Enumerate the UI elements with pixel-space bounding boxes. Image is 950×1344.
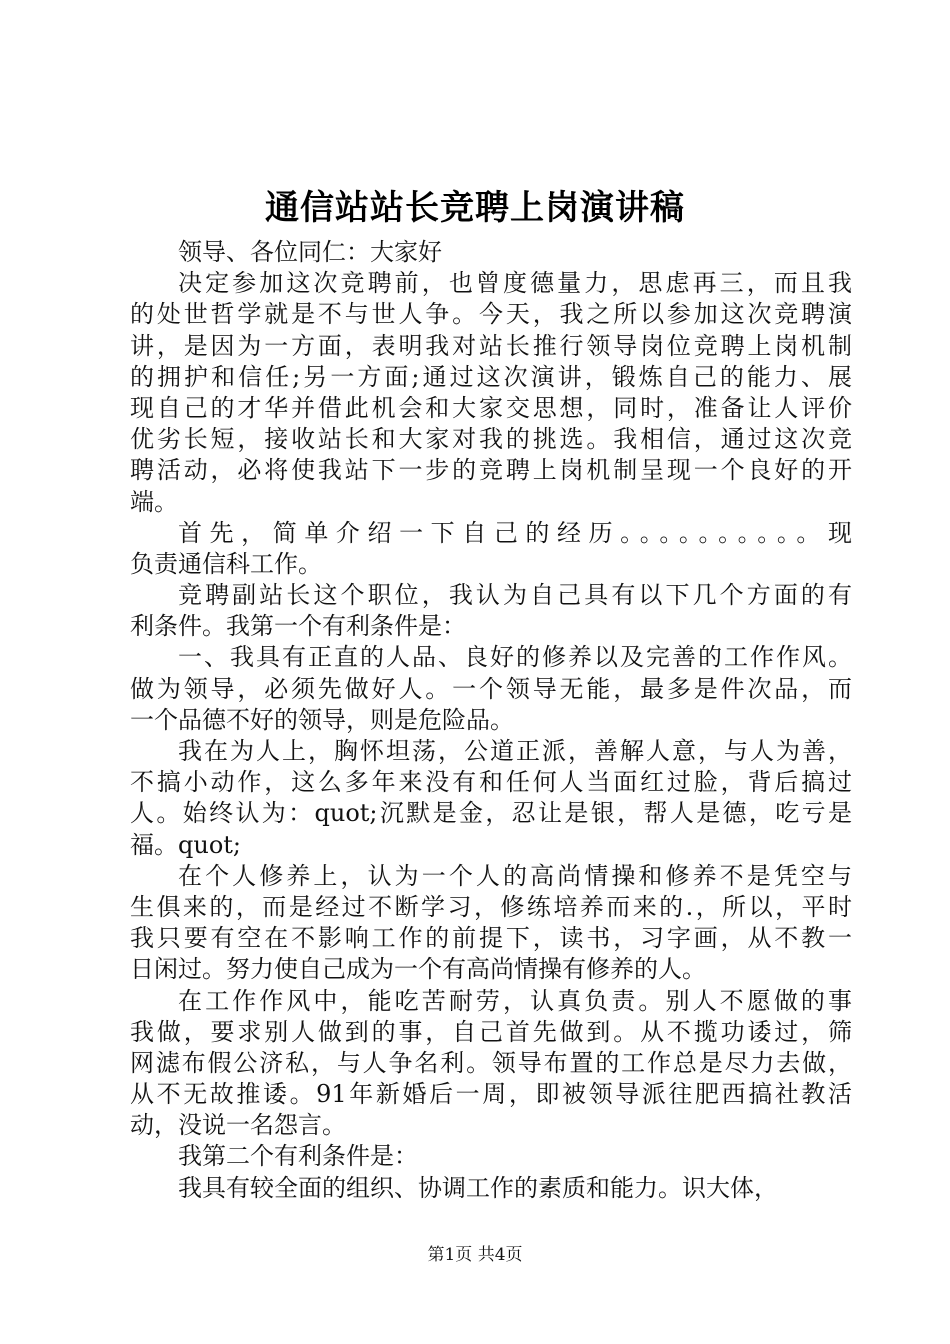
text-line: 不搞小动作，这么多年来没有和任何人当面红过脸，背后搞过 bbox=[130, 768, 852, 797]
document-body bbox=[130, 237, 852, 1204]
text-line: 一个品德不好的领导，则是危险品。 bbox=[130, 705, 514, 734]
text-line: 竞聘副站长这个职位，我认为自己具有以下几个方面的有 bbox=[178, 581, 852, 610]
text-line: 在工作作风中，能吃苦耐劳，认真负责。别人不愿做的事 bbox=[178, 986, 852, 1015]
text-line: 的处世哲学就是不与世人争。今天，我之所以参加这次竞聘演 bbox=[130, 300, 852, 329]
text-line: 我做，要求别人做到的事，自己首先做到。从不揽功诿过，筛 bbox=[130, 1017, 852, 1046]
text-line: 我具有较全面的组织、协调工作的素质和能力。识大体， bbox=[178, 1173, 778, 1202]
text-line: 端。 bbox=[130, 487, 178, 516]
text-line: 日闲过。努力使自己成为一个有高尚情操有修养的人。 bbox=[130, 955, 706, 984]
text-line: 我在为人上，胸怀坦荡，公道正派，善解人意，与人为善， bbox=[178, 737, 852, 765]
text-line: 从不无故推诿。91年新婚后一周，即被领导派往肥西搞社教活 bbox=[130, 1080, 852, 1109]
text-line: 做为领导，必须先做好人。一个领导无能，最多是件次品，而 bbox=[130, 674, 852, 703]
text-line: 现自己的才华并借此机会和大家交思想，同时，准备让人评价 bbox=[130, 393, 852, 422]
text-line: 我第二个有利条件是： bbox=[178, 1142, 418, 1171]
text-line: 优劣长短，接收站长和大家对我的挑选。我相信，通过这次竞 bbox=[130, 425, 852, 454]
text-line: 福。quot; bbox=[130, 830, 241, 859]
text-line: 一、我具有正直的人品、良好的修养以及完善的工作作风。 bbox=[178, 643, 852, 672]
text-line: 生俱来的，而是经过不断学习，修练培养而来的.，所以，平时 bbox=[130, 892, 852, 921]
text-line: 领导、各位同仁：大家好 bbox=[178, 238, 442, 266]
page-footer: 第1页 共4页 bbox=[427, 1245, 523, 1265]
text-line: 我只要有空在不影响工作的前提下，读书，习字画，从不教一 bbox=[130, 924, 852, 953]
text-line: 决定参加这次竞聘前，也曾度德量力，思虑再三，而且我 bbox=[178, 269, 852, 298]
text-line: 在个人修养上，认为一个人的高尚情操和修养不是凭空与 bbox=[178, 861, 852, 890]
text-line: 的拥护和信任;另一方面;通过这次演讲，锻炼自己的能力、展 bbox=[130, 362, 852, 391]
text-line: 讲，是因为一方面，表明我对站长推行领导岗位竞聘上岗机制 bbox=[130, 331, 852, 360]
text-line: 网滤布假公济私，与人争名利。领导布置的工作总是尽力去做， bbox=[130, 1048, 852, 1077]
text-line: 动，没说一名怨言。 bbox=[130, 1111, 346, 1140]
text-line: 首先，简单介绍一下自己的经历。。。。。。。。。。现 bbox=[178, 518, 852, 547]
text-line: 负责通信科工作。 bbox=[130, 549, 322, 578]
text-line: 人。始终认为：quot;沉默是金，忍让是银，帮人是德，吃亏是 bbox=[130, 799, 852, 828]
text-line: 聘活动，必将使我站下一步的竞聘上岗机制呈现一个良好的开 bbox=[130, 456, 852, 485]
document-title: 通信站站长竞聘上岗演讲稿 bbox=[265, 188, 685, 228]
text-line: 利条件。我第一个有利条件是： bbox=[130, 612, 466, 641]
